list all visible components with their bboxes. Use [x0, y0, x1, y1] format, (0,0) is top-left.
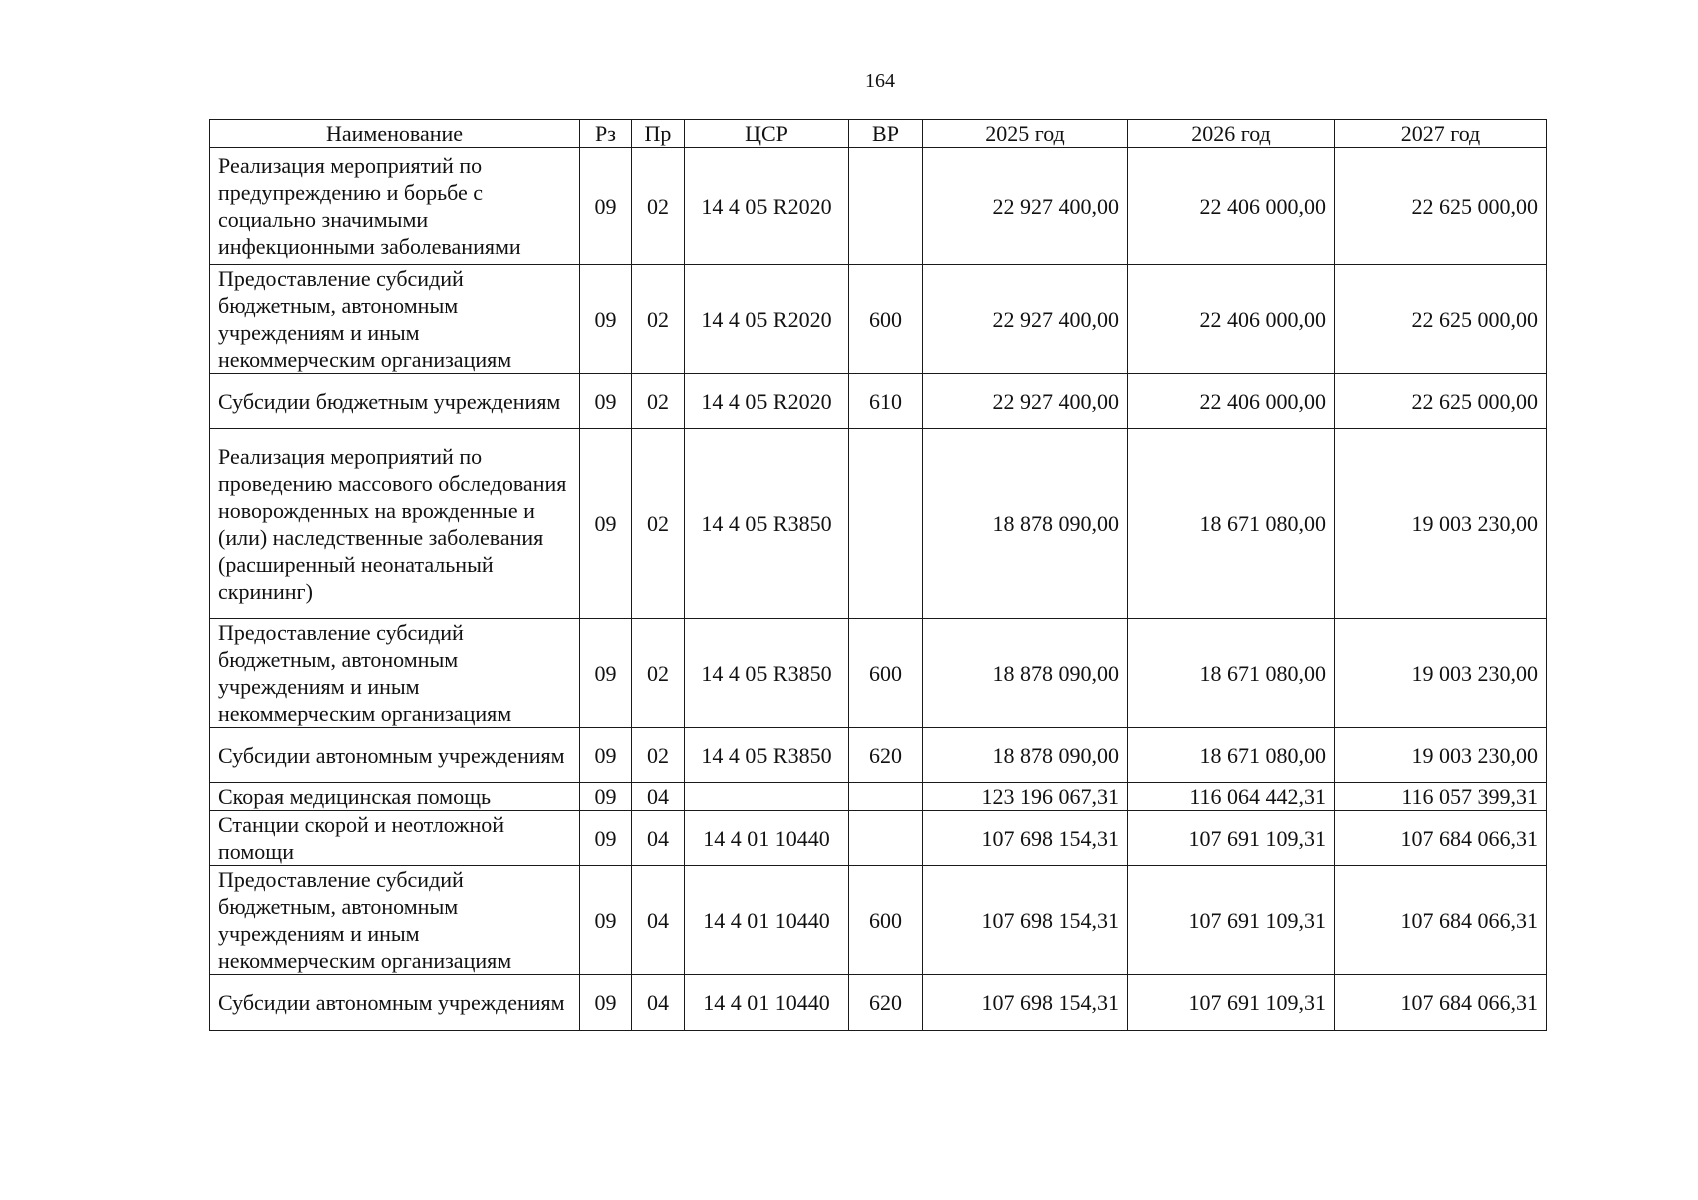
table-row: [210, 265, 1547, 374]
cell-2027: 107 684 066,31: [1335, 811, 1547, 866]
header-2025: 2025 год: [923, 120, 1128, 148]
cell-2026: 116 064 442,31: [1128, 783, 1335, 811]
cell-2026: 107 691 109,31: [1128, 811, 1335, 866]
cell-csr: 14 4 05 R3850: [685, 619, 849, 728]
cell-name: Предоставление субсидий бюджетным, автономным учреждениям и иным некоммерческим организациям: [210, 619, 580, 728]
header-2026: 2026 год: [1128, 120, 1335, 148]
table-row: [210, 429, 1547, 619]
cell-rz: 09: [580, 811, 632, 866]
page-number: 164: [865, 70, 895, 92]
cell-rz: 09: [580, 728, 632, 783]
cell-2025: 18 878 090,00: [923, 429, 1128, 619]
header-pr: Пр: [632, 120, 685, 148]
cell-vr: 620: [849, 728, 923, 783]
cell-pr: 04: [632, 975, 685, 1031]
table-row: [210, 728, 1547, 783]
cell-csr: [685, 783, 849, 811]
cell-vr: [849, 811, 923, 866]
cell-vr: 600: [849, 866, 923, 975]
cell-vr: 600: [849, 265, 923, 374]
cell-2026: 18 671 080,00: [1128, 429, 1335, 619]
cell-name: Станции скорой и неотложной помощи: [210, 811, 580, 866]
cell-vr: [849, 783, 923, 811]
cell-rz: 09: [580, 783, 632, 811]
header-2027: 2027 год: [1335, 120, 1547, 148]
cell-rz: 09: [580, 148, 632, 265]
cell-pr: 02: [632, 374, 685, 429]
cell-2026: 107 691 109,31: [1128, 866, 1335, 975]
cell-rz: 09: [580, 374, 632, 429]
header-vr: ВР: [849, 120, 923, 148]
cell-pr: 02: [632, 728, 685, 783]
cell-rz: 09: [580, 866, 632, 975]
cell-2027: 107 684 066,31: [1335, 975, 1547, 1031]
cell-2027: 22 625 000,00: [1335, 265, 1547, 374]
cell-pr: 02: [632, 148, 685, 265]
cell-2025: 22 927 400,00: [923, 374, 1128, 429]
cell-name: Субсидии автономным учреждениям: [210, 975, 580, 1031]
cell-2025: 22 927 400,00: [923, 148, 1128, 265]
cell-csr: 14 4 01 10440: [685, 811, 849, 866]
cell-2027: 19 003 230,00: [1335, 429, 1547, 619]
cell-name: Предоставление субсидий бюджетным, автономным учреждениям и иным некоммерческим организациям: [210, 265, 580, 374]
cell-csr: 14 4 01 10440: [685, 866, 849, 975]
table-row: [210, 148, 1547, 265]
cell-2026: 18 671 080,00: [1128, 619, 1335, 728]
cell-name: Предоставление субсидий бюджетным, автономным учреждениям и иным некоммерческим организациям: [210, 866, 580, 975]
cell-pr: 04: [632, 783, 685, 811]
header-name: Наименование: [210, 120, 580, 148]
cell-pr: 02: [632, 619, 685, 728]
cell-vr: 600: [849, 619, 923, 728]
cell-pr: 04: [632, 811, 685, 866]
cell-2026: 22 406 000,00: [1128, 265, 1335, 374]
cell-name: Субсидии бюджетным учреждениям: [210, 374, 580, 429]
cell-csr: 14 4 05 R2020: [685, 374, 849, 429]
cell-2025: 22 927 400,00: [923, 265, 1128, 374]
cell-vr: [849, 148, 923, 265]
cell-csr: 14 4 05 R3850: [685, 429, 849, 619]
cell-2025: 18 878 090,00: [923, 728, 1128, 783]
table-row: [210, 811, 1547, 866]
cell-vr: 610: [849, 374, 923, 429]
table-row: [210, 783, 1547, 811]
cell-rz: 09: [580, 429, 632, 619]
cell-pr: 02: [632, 429, 685, 619]
cell-2026: 22 406 000,00: [1128, 374, 1335, 429]
cell-2025: 107 698 154,31: [923, 866, 1128, 975]
cell-rz: 09: [580, 975, 632, 1031]
cell-vr: [849, 429, 923, 619]
header-csr: ЦСР: [685, 120, 849, 148]
cell-2027: 107 684 066,31: [1335, 866, 1547, 975]
cell-pr: 04: [632, 866, 685, 975]
table-row: [210, 975, 1547, 1031]
cell-name: Субсидии автономным учреждениям: [210, 728, 580, 783]
cell-rz: 09: [580, 265, 632, 374]
cell-2026: 18 671 080,00: [1128, 728, 1335, 783]
cell-2027: 22 625 000,00: [1335, 148, 1547, 265]
cell-pr: 02: [632, 265, 685, 374]
cell-2027: 22 625 000,00: [1335, 374, 1547, 429]
cell-vr: 620: [849, 975, 923, 1031]
cell-2027: 19 003 230,00: [1335, 619, 1547, 728]
cell-rz: 09: [580, 619, 632, 728]
cell-2025: 123 196 067,31: [923, 783, 1128, 811]
cell-2027: 116 057 399,31: [1335, 783, 1547, 811]
cell-name: Реализация мероприятий по проведению массового обследования новорожденных на врожденные и (или) наследственные заболевания (расширенный неонатальный скрининг): [210, 429, 580, 619]
cell-2025: 18 878 090,00: [923, 619, 1128, 728]
cell-2026: 22 406 000,00: [1128, 148, 1335, 265]
cell-2025: 107 698 154,31: [923, 811, 1128, 866]
table-row: [210, 866, 1547, 975]
cell-2026: 107 691 109,31: [1128, 975, 1335, 1031]
table-header-row: [210, 120, 1547, 148]
cell-csr: 14 4 01 10440: [685, 975, 849, 1031]
cell-csr: 14 4 05 R2020: [685, 148, 849, 265]
cell-csr: 14 4 05 R3850: [685, 728, 849, 783]
table-row: [210, 619, 1547, 728]
cell-name: Скорая медицинская помощь: [210, 783, 580, 811]
budget-table: [209, 119, 1547, 1031]
cell-2025: 107 698 154,31: [923, 975, 1128, 1031]
table-row: [210, 374, 1547, 429]
header-rz: Рз: [580, 120, 632, 148]
cell-csr: 14 4 05 R2020: [685, 265, 849, 374]
cell-2027: 19 003 230,00: [1335, 728, 1547, 783]
cell-name: Реализация мероприятий по предупреждению и борьбе с социально значимыми инфекционными заболеваниями: [210, 148, 580, 265]
